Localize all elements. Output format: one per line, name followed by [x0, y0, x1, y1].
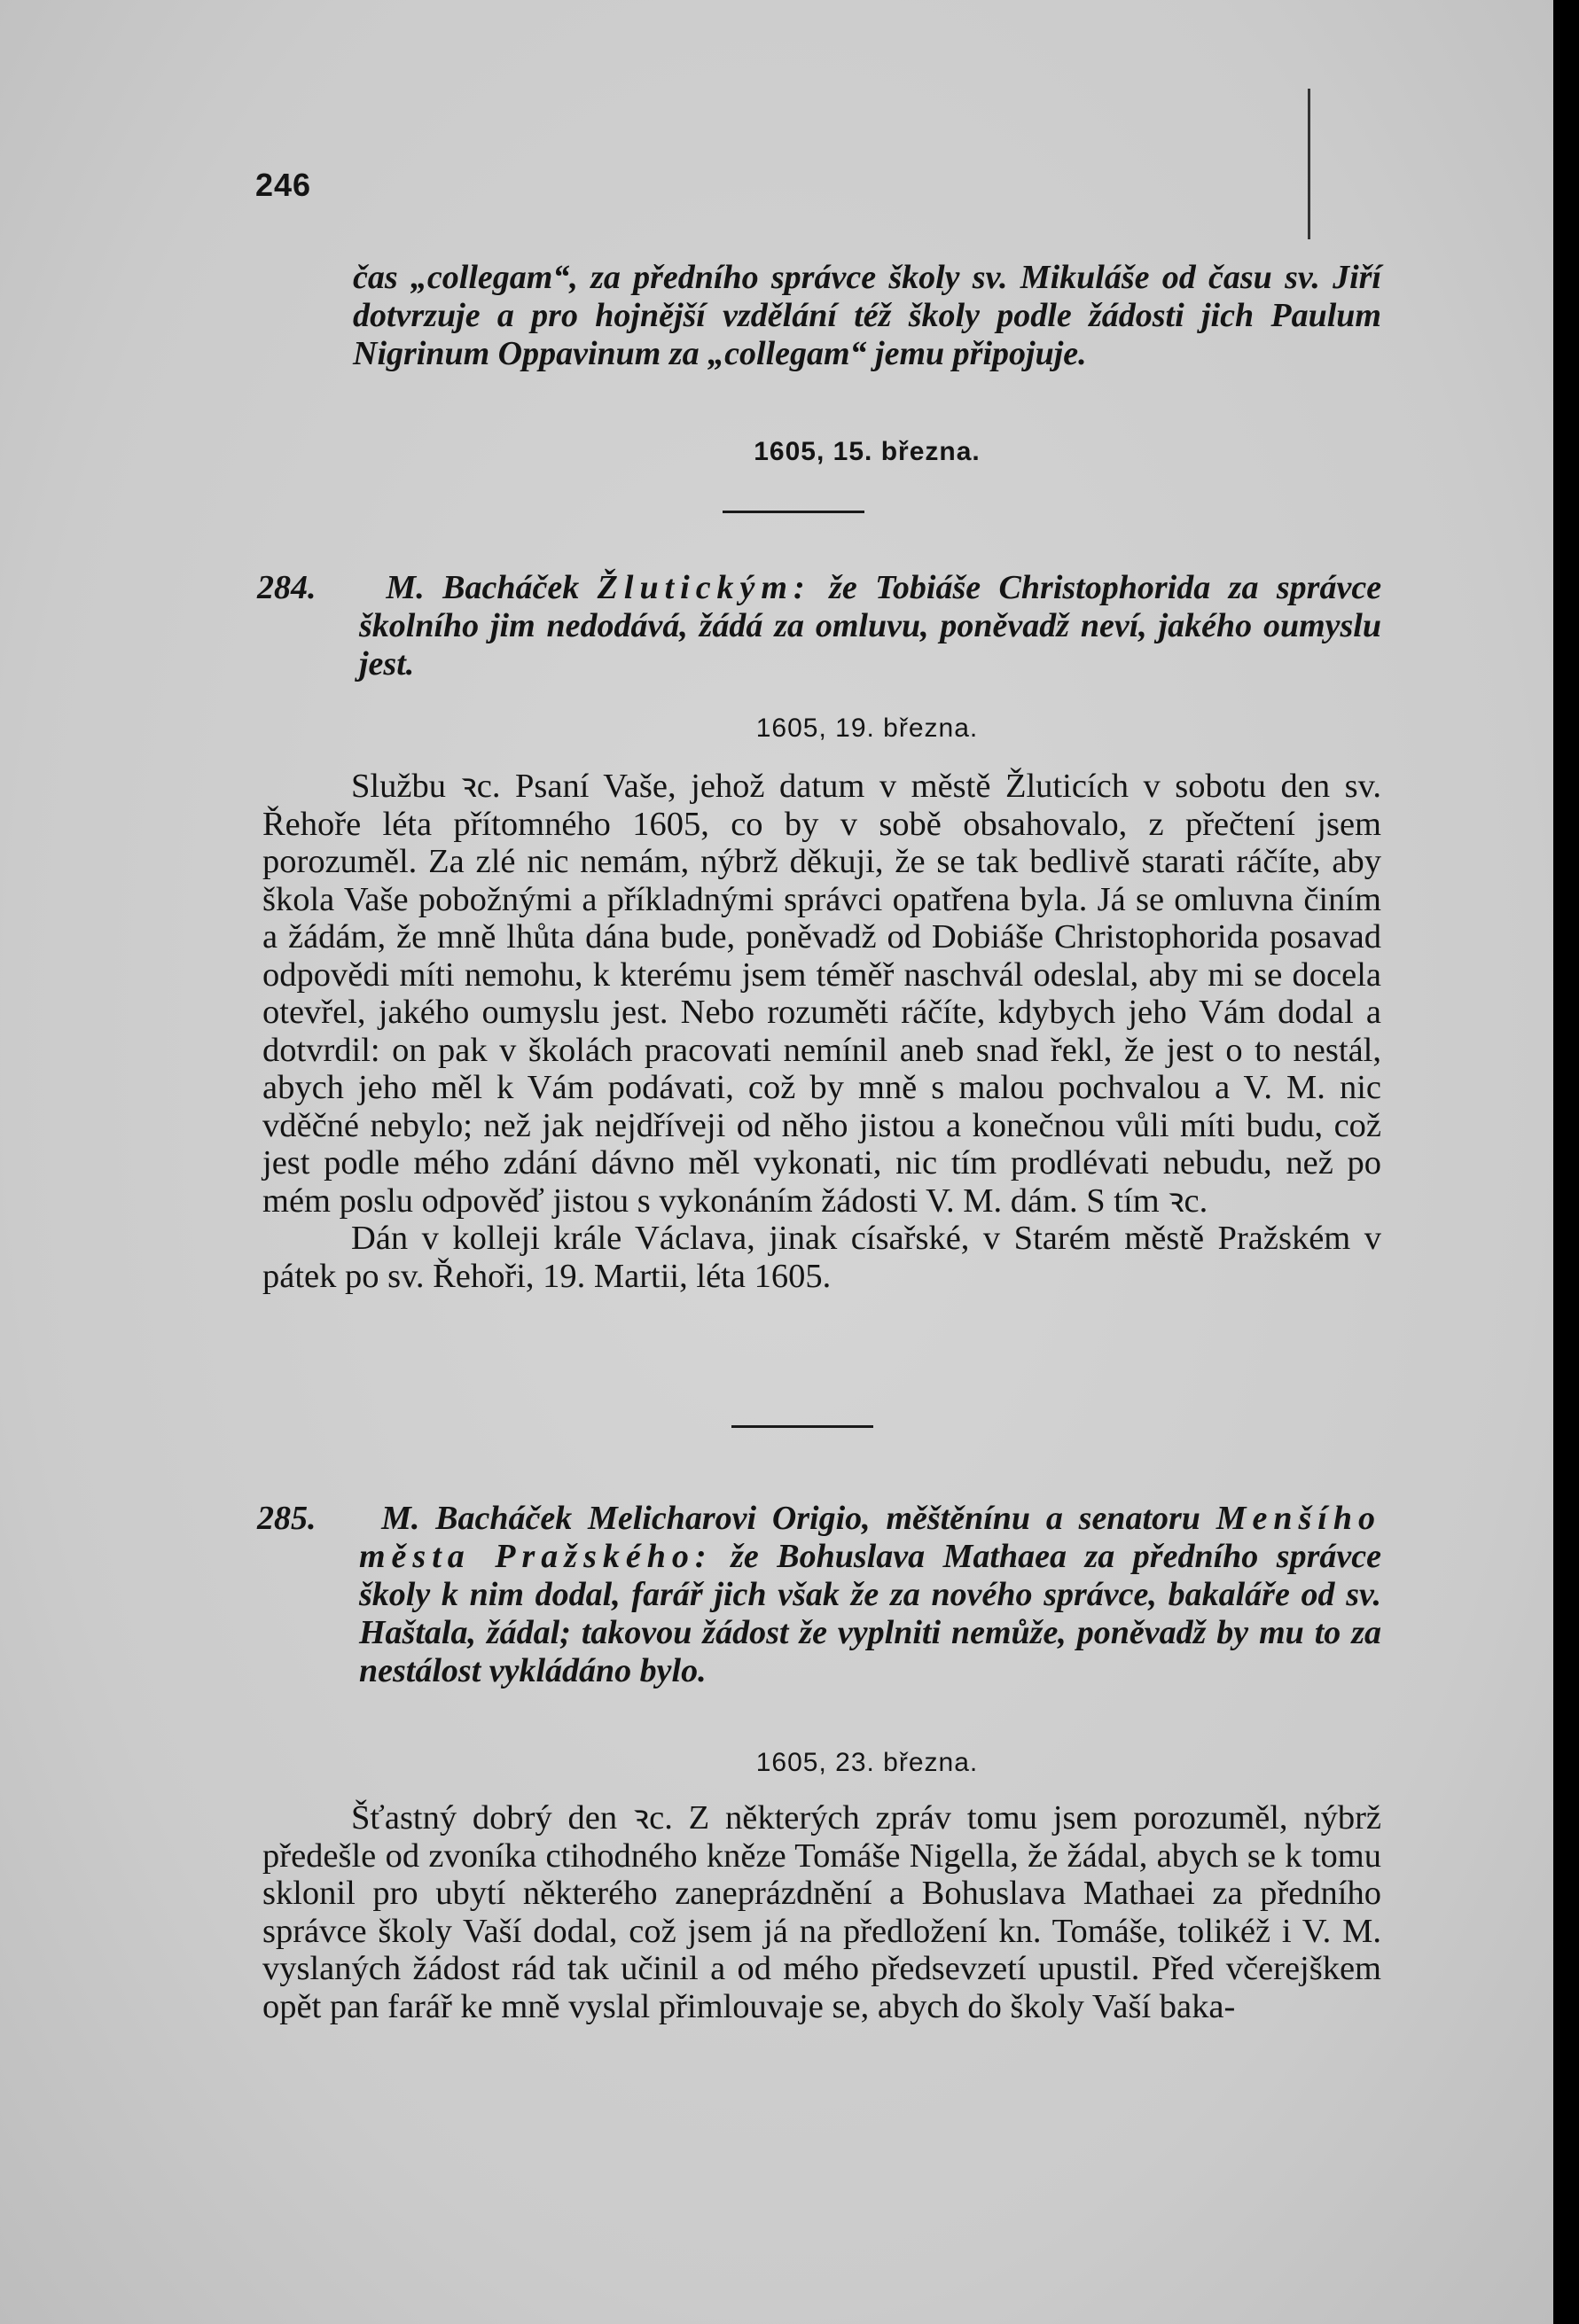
letter-285-paragraph-1: Šťastný dobrý den ꝛc. Z některých zpráv tomu jsem porozuměl, nýbrž předešle od zvoníka ctihodného kněze Tomáše Nigella, že žádal, abych se k tomu sklonil pro ubytí některého zaneprázdnění a Bohuslava Mathaei za předního správce školy Vaší dodal, což jsem já na předložení kn. Tomáše, tolikéž i V. M. vyslaných žádost rád tak učinil a od mého předsevzetí upustil. Před včerejškem opět pan farář ke mně vyslal přimlouvaje se, abych do školy Vaší baka- [262, 1799, 1381, 2025]
letter-284-paragraph-2: Dán v kolleji krále Václava, jinak císařské, v Starém městě Pražském v pátek po sv. Řehoři, 19. Martii, léta 1605. [262, 1220, 1381, 1295]
letter-284-paragraph-1: Službu ꝛc. Psaní Vaše, jehož datum v městě Žluticích v sobotu den sv. Řehoře léta přítomného 1605, co by v sobě obsahovalo, z přečtení jsem porozuměl. Za zlé nic nemám, nýbrž děkuji, že se tak bedlivě starati ráčíte, aby škola Vaše pobožnými a příkladnými správci opatřena byla. Já se omluvna činím a žádám, že mně lhůta dána bude, poněvadž od Dobiáše Christophorida posavad odpovědi míti nemohu, k kterému jsem téměř naschvál odeslal, aby mi se docela otevřel, jakého oumyslu jest. Nebo rozuměti ráčíte, kdybych jeho Vám dodal a dotvrdil: on pak v školách pracovati nemínil aneb snad řekl, že jest o to nestál, abych jeho měl k Vám podávati, což by mně s malou pochvalou a V. M. nic vděčné nebylo; než jak nejdříveji od něho jistou a konečnou vůli míti budu, což jest podle mého zdání dávno měl vykonati, nic tím prodlévati nebudu, než po mém poslu odpověď jistou s vykonáním žádosti V. M. dám. S tím ꝛc. [262, 768, 1381, 1220]
intro-date-wrap [353, 437, 1381, 472]
letter-284-regest-rest: že Tobiáše Christophorida za správce školního jim nedodává, žádá za omluvu, poněvadž neví, jakého oumyslu jest. [359, 569, 1382, 682]
letter-285-recipient: Menšího města Pražského: [359, 1500, 1381, 1575]
letter-285-body [262, 1799, 1381, 2025]
letter-284-date: 1605, 19. března. [755, 714, 979, 743]
letter-285-regest [257, 1500, 1381, 1690]
letter-284-body [262, 768, 1381, 1295]
letter-284-regest-text [257, 569, 1381, 683]
scan-artifact [1308, 89, 1310, 239]
letter-285-regest-text [257, 1500, 1381, 1690]
letter-285-date-wrap [353, 1748, 1381, 1783]
intro-regest [353, 259, 1381, 373]
letter-285-sender: M. Bacháček Melicharovi Origio, měštěnínu a senatoru [381, 1500, 1200, 1537]
letter-285-number: 285. [257, 1500, 317, 1537]
letter-284-number: 284. [257, 569, 317, 606]
page-number: 246 [255, 167, 312, 203]
letter-285-date: 1605, 23. března. [755, 1748, 979, 1777]
divider-1 [723, 511, 864, 513]
letter-284-date-wrap [353, 714, 1381, 749]
letter-285-regest-rest: že Bohuslava Mathaea za předního správce školy k nim dodal, farář jich však že za nového správce, bakaláře od sv. Haštala, žádal; takovou žádost že vyplniti nemůže, poněvadž by mu to za nestálost vykládáno bylo. [359, 1538, 1381, 1689]
letter-284-regest [257, 569, 1381, 683]
letter-284-sender: M. Bacháček [386, 569, 580, 606]
intro-regest-text: čas „collegam“, za předního správce školy sv. Mikuláše od času sv. Jiří dotvrzuje a pro hojnější vzdělání též školy podle žádosti jich Paulum Nigrinum Oppavinum za „collegam“ jemu připojuje. [353, 259, 1381, 372]
divider-2 [731, 1425, 873, 1428]
intro-date: 1605, 15. března. [754, 437, 981, 466]
letter-284-recipient: Žlutickým: [597, 569, 811, 606]
